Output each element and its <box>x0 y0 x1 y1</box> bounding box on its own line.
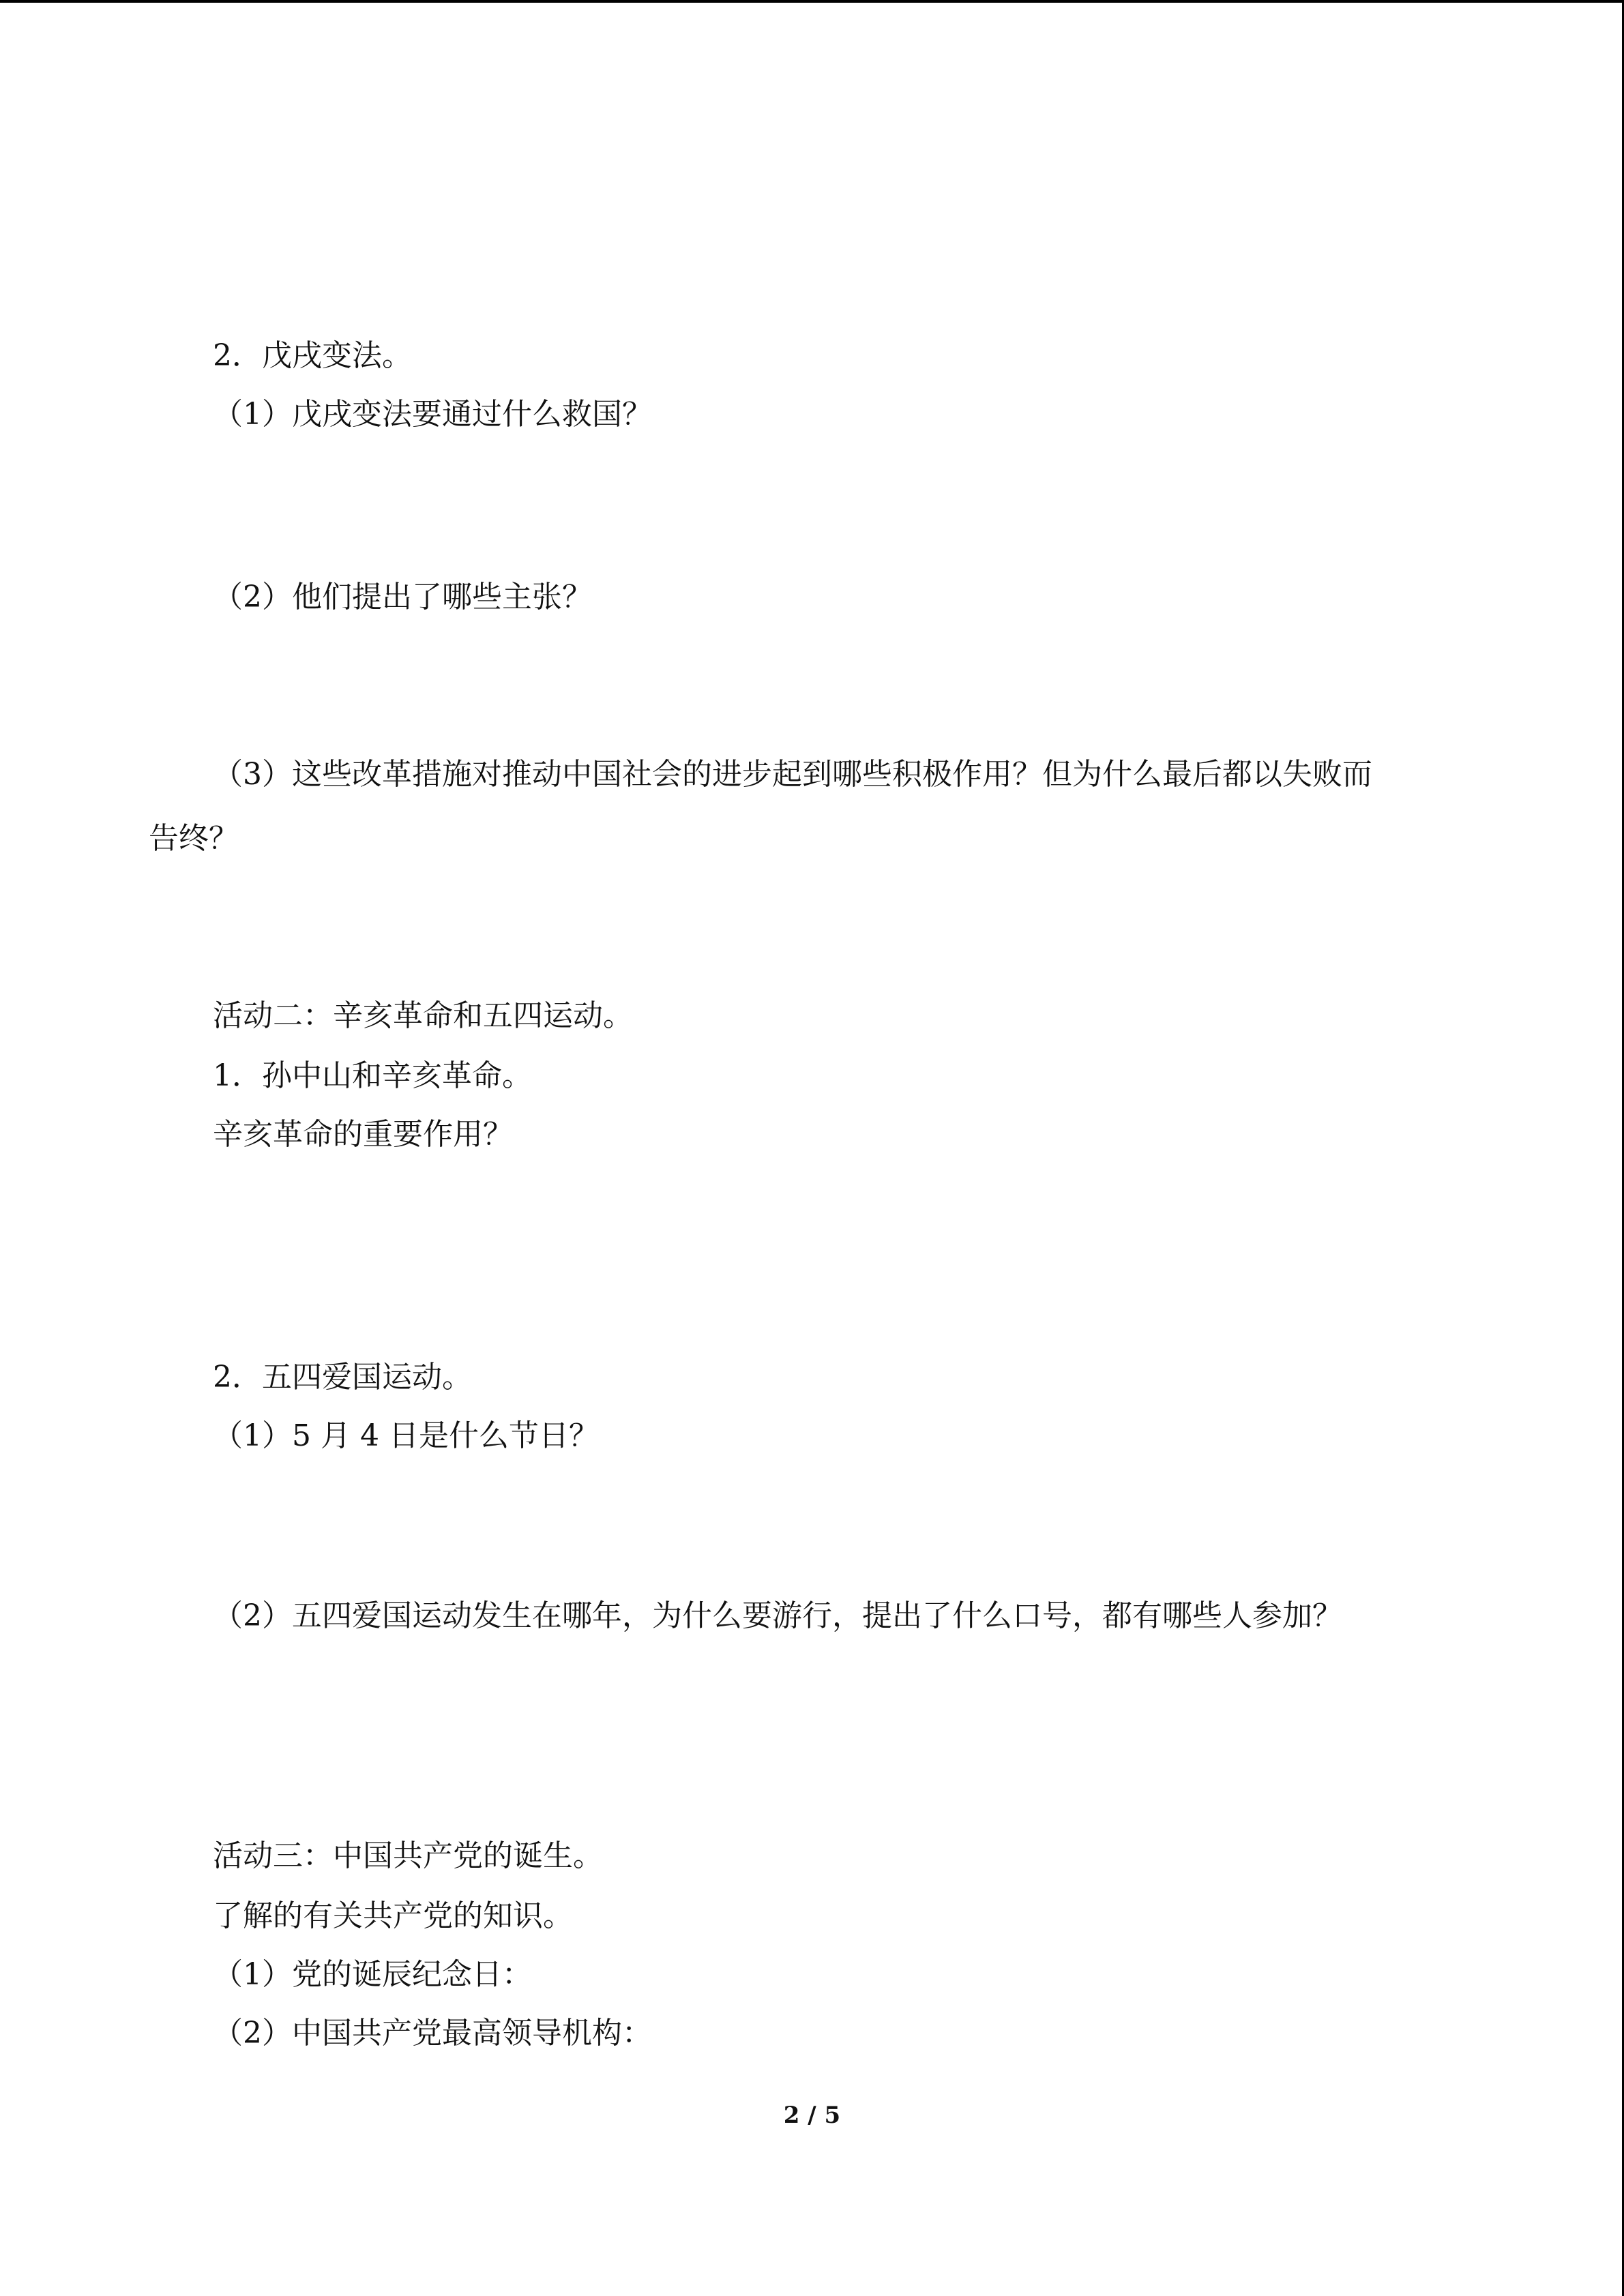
page-number: 2 / 5 <box>783 2102 841 2129</box>
heading-wuxu-reform: 2．戊戌变法。 <box>213 338 412 373</box>
question-party-leadership: （2）中国共产党最高领导机构： <box>213 2016 652 2051</box>
question-xinhai: 辛亥革命的重要作用？ <box>213 1117 513 1152</box>
heading-sun-yatsen: 1．孙中山和辛亥革命。 <box>213 1058 532 1093</box>
heading-may-fourth: 2．五四爱国运动。 <box>213 1360 472 1395</box>
top-border <box>0 0 1624 3</box>
question-may-fourth-1: （1）5 月 4 日是什么节日？ <box>213 1418 599 1453</box>
question-wuxu-1: （1）戊戌变法要通过什么救国？ <box>213 397 652 432</box>
party-knowledge-intro: 了解的有关共产党的知识。 <box>213 1898 573 1933</box>
activity-two-heading: 活动二：辛亥革命和五四运动。 <box>213 998 633 1033</box>
question-wuxu-2: （2）他们提出了哪些主张？ <box>213 580 592 614</box>
question-wuxu-3: （3）这些改革措施对推动中国社会的进步起到哪些积极作用？但为什么最后都以失败而 <box>213 757 1372 792</box>
question-wuxu-3-continued: 告终？ <box>149 821 239 856</box>
activity-three-heading: 活动三：中国共产党的诞生。 <box>213 1838 603 1873</box>
question-may-fourth-2: （2）五四爱国运动发生在哪年，为什么要游行，提出了什么口号，都有哪些人参加？ <box>213 1598 1342 1633</box>
question-party-anniversary: （1）党的诞辰纪念日： <box>213 1957 532 1992</box>
